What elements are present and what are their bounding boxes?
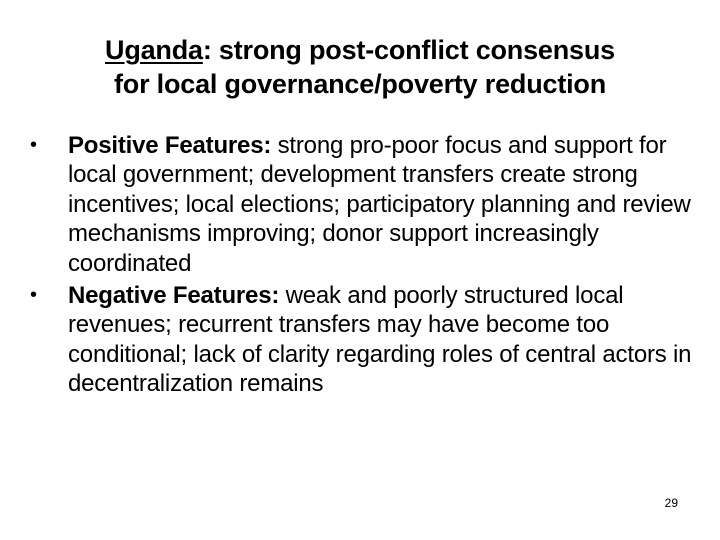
bullet-text-negative: weak and poorly structured local revenues; recurrent transfers may have become too conditional; lack of clarity regarding roles of central actors in decentralization remains	[68, 282, 692, 398]
page-number: 29	[664, 496, 678, 510]
bullet-list	[28, 131, 708, 402]
bullet-icon: •	[30, 134, 37, 156]
bullet-icon: •	[30, 284, 37, 307]
title-country: Uganda	[105, 35, 203, 65]
title-line2: for local governance/poverty reduction	[113, 69, 607, 99]
slide-title	[20, 33, 700, 101]
bullet-positive-features	[28, 131, 708, 278]
bullet-lead-negative: Negative Features:	[68, 282, 280, 310]
bullet-text-positive: strong pro-poor focus and support for local government; development transfers create strong incentives; local elections; participatory planning and review mechanisms improving; donor support increasingly coordinated	[68, 132, 691, 277]
bullet-negative-features	[28, 281, 708, 399]
bullet-lead-positive: Positive Features:	[68, 132, 272, 159]
title-line1-rest: : strong post-conflict consensus	[202, 35, 615, 65]
